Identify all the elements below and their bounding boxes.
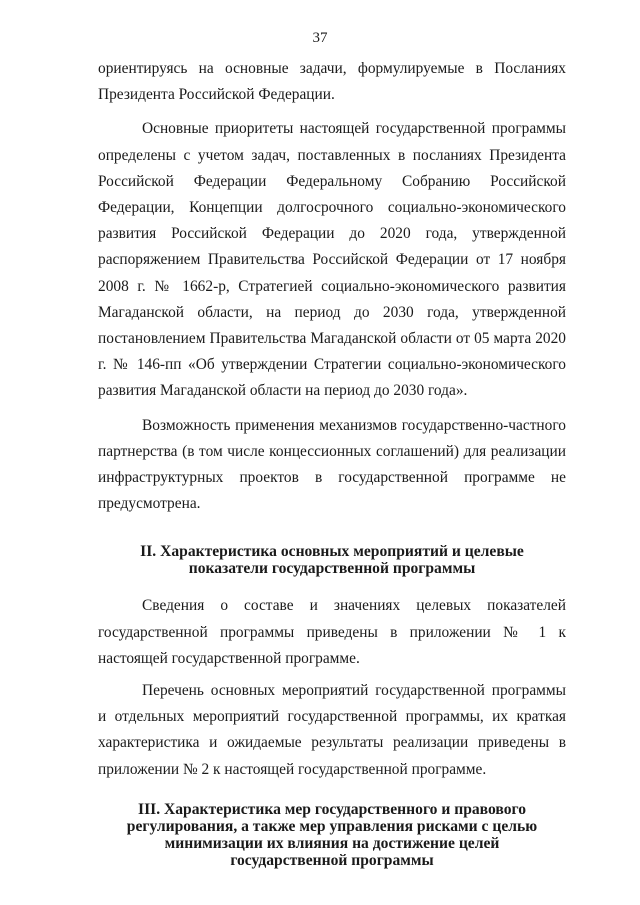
paragraph-indicators: Сведения о составе и значениях целевых показателей государственной программы приведены в приложении № 1 к настоящей государственной программе. (98, 597, 566, 667)
paragraph-continuation: ориентируясь на основные задачи, формулируемые в Посланиях Президента Российской Федерации. (98, 60, 566, 104)
document-body (98, 56, 566, 869)
paragraph-partnership: Возможность применения механизмов государственно-частного партнерства (в том числе концессионных соглашений) для реализации инфраструктурных проектов в государственной программе не предусмотрена. (98, 416, 566, 513)
section-2-heading: II. Характеристика основных мероприятий и целевые показатели государственной программы (140, 543, 524, 578)
section-3-heading: III. Характеристика мер государственного и правового регулирования, а также мер управления рисками с целью минимизации их влияния на достижение целей государственной программы (126, 800, 538, 869)
paragraph-activities: Перечень основных мероприятий государственной программы и отдельных мероприятий государственной программы, их краткая характеристика и ожидаемые результаты реализации приведены в приложении № 2 к настоящей государственной программе. (98, 682, 566, 778)
page-number: 37 (312, 30, 328, 46)
paragraph-priorities: Основные приоритеты настоящей государственной программы определены с учетом задач, поставленных в посланиях Президента Российской Федерации Федеральному Собранию Российской Федерации, Концепции долгосрочного социально-экономического развития Российской Федерации до 2020 года, утвержденной распоряжением Правительства Российской Федерации от 17 ноября 2008 г. № 1662-р, Стратегией социально-экономического развития Магаданской области, на период до 2030 года, утвержденной постановлением Правительства Магаданской области от 05 марта 2020 г. № 146-пп «Об утверждении Стратегии социально-экономического развития Магаданской области на период до 2030 года». (98, 120, 566, 400)
